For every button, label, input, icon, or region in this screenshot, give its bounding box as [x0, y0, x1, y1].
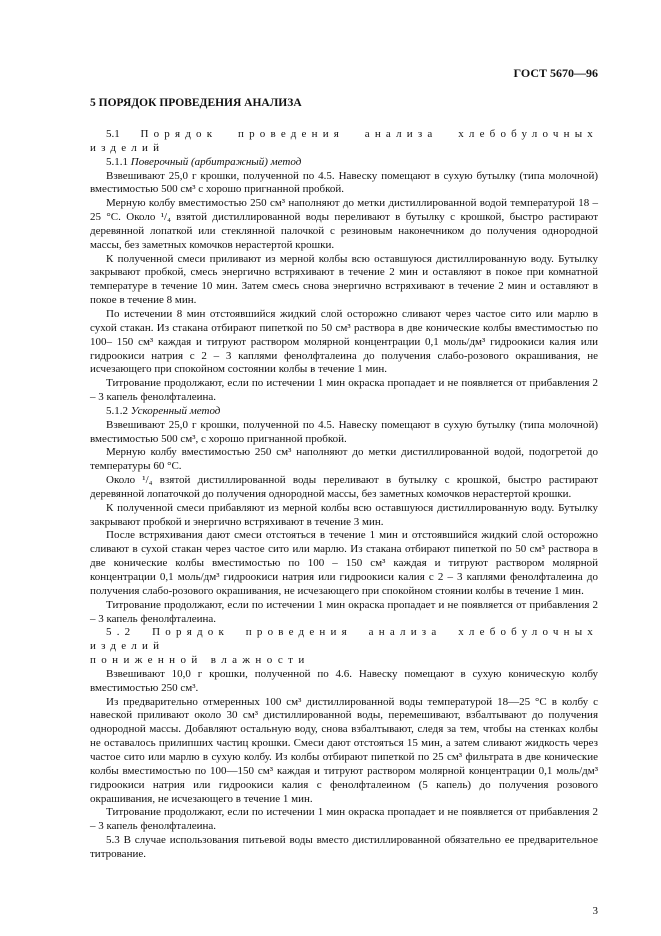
clause-number: 5.1.1 — [106, 155, 128, 168]
clause-5-1-2-title — [90, 405, 598, 419]
paragraph: После встряхивания дают смеси отстояться в течение 1 мин и отстоявшийся жидкий слой осторожно сливают в сухой стакан через частое сито или марлю. Из стакана отбирают пипеткой по 50 см³ раствора в две конические колбы вместимостью по 100 – 150 см³ каждая и титруют раствором молярной концентрации 0,1 моль/дм³ гидроокиси натрия или гидроокиси калия с 2 – 3 каплями фенолфталеина до получения слабо-розового окрашивания, не исчезающего при спокойном стоянии колбы в течение 1 мин. — [90, 529, 598, 597]
subsection-5-2-title-line2: пониженной влажности — [90, 654, 310, 667]
subsection-number: 5.1 — [106, 128, 120, 140]
paragraph: Около ¹/₄ взятой дистиллированной воды переливают в бутылку с крошкой, быстро растирают деревянной лопаточкой до получения однородной массы, без заметных комочков нерастертой крошки. — [90, 474, 598, 500]
subsection-5-1-title — [90, 128, 598, 156]
section-title: 5 ПОРЯДОК ПРОВЕДЕНИЯ АНАЛИЗА — [90, 97, 302, 109]
paragraph: К полученной смеси приливают из мерной колбы всю оставшуюся дистиллированную воду. Бутылку закрывают пробкой, смесь энергично встряхивают в течение 2 мин и оставляют в покое при комнатной температуре в течение 10 мин. Затем смесь снова энергично встряхивают в течение 2 мин и оставляют в покое в течение 8 мин. — [90, 252, 598, 307]
clause-title: Ускоренный метод — [130, 404, 221, 417]
subsection-title: Порядок проведения анализа хлебобулочных изделий — [90, 128, 598, 154]
clause-number: 5.1.2 — [106, 404, 128, 417]
paragraph: Мерную колбу вместимостью 250 см³ наполняют до метки дистиллированной водой температурой 18 – 25 °С. Около ¹/₄ взятой дистиллированной воды переливают в бутылку с крошкой, быстро растирают деревянной лопаткой или стеклянной палочкой с резиновым наконечником до получения однородной массы, без заметных комочков нерастертой крошки. — [90, 197, 598, 251]
clause-title: Поверочный (арбитражный) метод — [130, 155, 302, 168]
document-id: ГОСТ 5670—96 — [513, 66, 598, 80]
paragraph-5-3: 5.3 В случае использования питьевой воды вместо дистиллированной обязательно ее предварительное титрование. — [90, 834, 598, 860]
page-number: 3 — [592, 905, 598, 917]
paragraph: Титрование продолжают, если по истечении 1 мин окраска пропадает и не появляется от прибавления 2 – 3 капель фенолфталеина. — [90, 377, 598, 404]
paragraph: Взвешивают 25,0 г крошки, полученной по 4.5. Навеску помещают в сухую бутылку (типа молочной) вместимостью 500 см³, с хорошо пригнанной пробкой. — [90, 418, 598, 445]
paragraph: Взвешивают 25,0 г крошки, полученной по 4.5. Навеску помещают в сухую бутылку (типа молочной) вместимостью 500 см³ с хорошо пригнанной пробкой. — [90, 169, 598, 196]
paragraph: К полученной смеси прибавляют из мерной колбы всю оставшуюся дистиллированную воду. Бутылку закрывают пробкой и энергично встряхивают в течение 3 мин. — [90, 501, 598, 528]
clause-5-1-1-title — [90, 156, 598, 170]
paragraph: Титрование продолжают, если по истечении 1 мин окраска пропадает и не появляется от прибавления 2 – 3 капель фенолфталеина. — [90, 598, 598, 625]
paragraph: Мерную колбу вместимостью 250 см³ наполняют до метки дистиллированной водой, подогретой до температуры 60 °С. — [90, 446, 598, 473]
subsection-5-2-title-line1: 5.2 Порядок проведения анализа хлебобулочных изделий — [90, 626, 598, 653]
page-content — [90, 96, 598, 862]
paragraph: Титрование продолжают, если по истечении 1 мин окраска пропадает и не появляется от прибавления 2 – 3 капель фенолфталеина. — [90, 806, 598, 833]
paragraph: Взвешивают 10,0 г крошки, полученной по 4.6. Навеску помещают в сухую коническую колбу вместимостью 250 см³. — [90, 667, 598, 694]
paragraph: Из предварительно отмеренных 100 см³ дистиллированной воды температурой 18—25 °С в колбу с навеской приливают около 30 см³ дистиллированной воды, перемешивают, взбалтывают до получения однородной массы. Добавляют остальную воду, снова взбалтывают, следя за тем, чтобы на стенках колбы не оставалось прилипших частиц крошки. Смеси дают отстояться 15 мин, а затем сливают жидкость через частое сито или марлю в сухую колбу. Из колбы отбирают пипеткой по 25 см³ фильтрата в две конические колбы вместимостью по 100—150 см³ каждая и титруют раствором молярной концентрации 0,1 моль/дм³ гидроокиси натрия или гидроокиси калия с фенолфталеином (5 капель) до получения розового окрашивания, не исчезающего в течение 1 мин. — [90, 695, 598, 805]
paragraph: По истечении 8 мин отстоявшийся жидкий слой осторожно сливают через частое сито или марлю в сухой стакан. Из стакана отбирают пипеткой по 50 см³ раствора в две конические колбы вместимостью по 100– 150 см³ каждая и титруют раствором молярной концентрации 0,1 моль/дм³ гидроокиси калия или гидроокиси натрия с 2 – 3 каплями фенолфталеина до получения слабо-розового окрашивания, не исчезающего при спокойном состоянии колбы в течение 1 мин. — [90, 307, 598, 376]
